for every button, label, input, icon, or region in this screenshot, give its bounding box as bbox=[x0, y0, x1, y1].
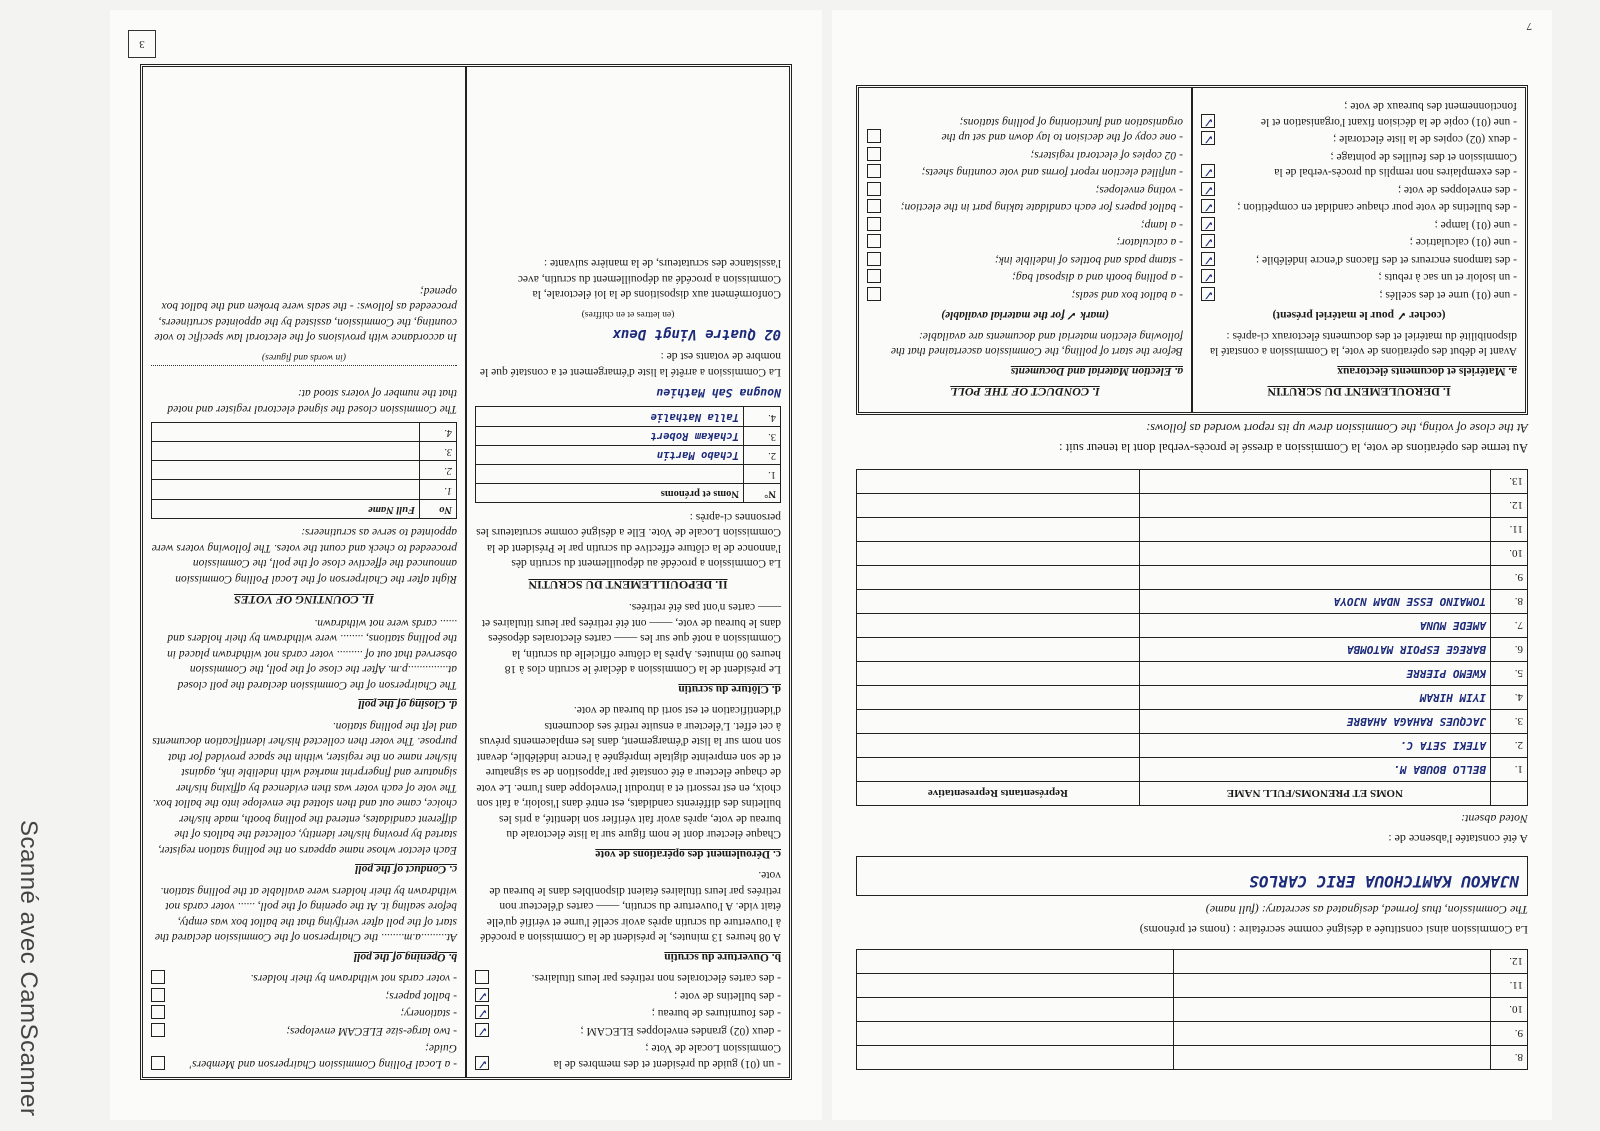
en-counting-intro: Right after the Chairperson of the Local Polling Commission announced the effective close of the poll, the Commission proceeded to check and count the votes. The following voters were appointed to serve as scrutineers: bbox=[151, 526, 457, 585]
fr-counting-method: Conformément aux dispositions de la loi électorale, la Commission a procédé au dépouillement du scrutin, avec l'assistance des scrutateurs, de la manière suivante : bbox=[517, 257, 781, 301]
report-intro-en: At the close of voting, the Commission drew up its report worded as follows: bbox=[1146, 421, 1528, 435]
checkbox[interactable] bbox=[867, 217, 881, 231]
fr-voters-text: La Commission a arrêté la liste d'émargement et a constaté que le nombre de votants est de : bbox=[479, 350, 781, 378]
checklist-item: - un (01) guide du président et des membres de la Commission Locale de Vote ; ✓ bbox=[475, 1040, 781, 1071]
en-closing-text: The Chairperson of the Commission declared the poll closed at..............p.m. After the close of the poll, the Commission observed that out of ......... voter cards not withdrawn placed in the polling stations, ........ were withdrawn by their holders and ...... cards were not withdrawn. bbox=[167, 616, 457, 691]
col-header: No bbox=[420, 499, 457, 518]
camscanner-watermark: Scanné avec CamScanner bbox=[15, 820, 42, 1117]
checkbox[interactable] bbox=[1201, 199, 1215, 213]
fr-counting-intro: La Commission a procédé au dépouillement du scrutin dès l'annonce de la clôture effective du scrutin par le Président de la Commission Locale de Vote. Elle a désigné comme scrutateurs les personnes ci-après : bbox=[476, 510, 781, 570]
absence-label-fr: A été constatée l'absence de : bbox=[1388, 832, 1528, 846]
checklist-item: - deux (02) grandes enveloppes ELECAM ; ✓ bbox=[475, 1022, 781, 1038]
checklist-item: - a Local Polling Commission Chairperson and Members' Guide; bbox=[151, 1040, 457, 1071]
en-conduct-title: I. CONDUCT OF THE POLL bbox=[950, 385, 1100, 399]
checkbox[interactable] bbox=[1201, 217, 1215, 231]
table-row: 11. bbox=[857, 518, 1528, 542]
en-counting-method: In accordance with provisions of the electoral law specific to vote counting, the Commission, assisted by the appointed scrutineers, proceeded as follows: - the seals were broken and the ballot box opened; bbox=[154, 284, 457, 344]
checkbox[interactable] bbox=[867, 234, 881, 248]
table-row: 6. BAREGE ESPOIR MATOMBA bbox=[857, 638, 1528, 662]
checkbox[interactable] bbox=[475, 1023, 489, 1037]
fr-material-list bbox=[1201, 98, 1517, 302]
fr-opening-items bbox=[475, 970, 781, 1071]
col-header: N° bbox=[744, 484, 781, 503]
fr-material-title: a. Matériels et documents électoraux bbox=[1337, 364, 1517, 377]
table-row: 8. bbox=[857, 1046, 1528, 1070]
en-voters-note: (in words and figures) bbox=[262, 351, 347, 362]
table-row: 3. bbox=[152, 442, 457, 461]
checkbox[interactable] bbox=[1201, 164, 1215, 178]
table-row: 10. bbox=[857, 998, 1528, 1022]
left-page-frame bbox=[140, 64, 792, 1080]
english-column bbox=[859, 88, 1193, 412]
fr-conduct-title: I. DEROULEMENT DU SCRUTIN bbox=[1267, 385, 1451, 399]
checkbox[interactable] bbox=[1201, 287, 1215, 301]
en-material-title: a. Election Material and Documents bbox=[1010, 364, 1183, 377]
table-row: 4. IYIM HIRAM bbox=[857, 686, 1528, 710]
checklist-item: - voter cards not withdrawn by their holders. bbox=[151, 970, 457, 986]
checklist-item: - a polling booth and a disposal bag; bbox=[867, 269, 1183, 285]
checkbox[interactable] bbox=[151, 970, 165, 984]
fr-material-hint: (cocher ✓ pour le matériel présent) bbox=[1272, 309, 1446, 322]
checklist-item: - a ballot box and seals; bbox=[867, 286, 1183, 302]
checklist-item: - deux (02) copies de la liste électorale ; ✓ bbox=[1201, 131, 1517, 147]
checkbox[interactable] bbox=[475, 970, 489, 984]
table-row: 11. bbox=[857, 974, 1528, 998]
french-column bbox=[1193, 88, 1525, 412]
checkbox[interactable] bbox=[151, 988, 165, 1002]
en-opening-items bbox=[151, 970, 457, 1071]
table-row: 10. bbox=[857, 542, 1528, 566]
english-column bbox=[143, 67, 467, 1077]
en-material-list bbox=[867, 113, 1183, 302]
checklist-item: - one copy of the decision to lay down and set up the organisation and functioning of polling stations; bbox=[867, 113, 1183, 144]
fr-material-text: Avant le début des opérations de vote, la Commission a constaté la disponibilité du matériel et des documents électoraux ci-après : bbox=[1209, 329, 1517, 358]
table-header-row bbox=[857, 782, 1528, 806]
page-7 bbox=[832, 10, 1552, 1120]
checklist-item: - des tampons encreurs et des flacons d'encre indélébile ; ✓ bbox=[1201, 251, 1517, 267]
checkbox[interactable] bbox=[475, 1005, 489, 1019]
checklist-item: - ballot papers; bbox=[151, 987, 457, 1003]
checklist-item: - des fournitures de bureau ; ✓ bbox=[475, 1005, 781, 1021]
en-material-text: Before the start of polling, the Commission ascertained that the following election material and documents are available: bbox=[890, 329, 1183, 358]
en-opening-text: At.........a.m........ the Chairperson of the Commission declared the start of the poll after verifying that the ballot box was empty, before sealing it. At the opening of the poll, ...... voter cards not withdrawn by their holders were available at the polling station. bbox=[154, 884, 457, 944]
french-column bbox=[467, 67, 789, 1077]
checklist-item: - une (01) urne et des scellés ; ✓ bbox=[1201, 286, 1517, 302]
en-voters-text: The Commission closed the signed electoral register and noted that the number of voters stood at: bbox=[167, 387, 457, 415]
table-row: 7. AMEDE MUNA bbox=[857, 614, 1528, 638]
checkbox[interactable] bbox=[1201, 252, 1215, 266]
table-row: 2. ATEKI SETA C. bbox=[857, 734, 1528, 758]
col-header: Noms et prénoms bbox=[476, 484, 744, 503]
checklist-item: - une (01) lampe ; ✓ bbox=[1201, 216, 1517, 232]
checklist-item: - des bulletins de vote ; ✓ bbox=[475, 987, 781, 1003]
checklist-item: - une (01) copie de la décision fixant l'organisation et le fonctionnement des bureaux de vote ; ✓ bbox=[1201, 98, 1517, 129]
checklist-item: - 02 copies of electoral registers; bbox=[867, 146, 1183, 162]
table-row: 13. bbox=[857, 470, 1528, 494]
checklist-item: - des exemplaires non remplis du procès-verbal de la Commission et des feuilles de pointage ; ✓ bbox=[1201, 148, 1517, 179]
checklist-item: - voting envelopes; bbox=[867, 181, 1183, 197]
table-row: 2. bbox=[152, 461, 457, 480]
en-scrutineers-table bbox=[151, 422, 457, 519]
voters-count-line[interactable] bbox=[151, 365, 457, 380]
checklist-item: - two large-size ELECAM envelopes; bbox=[151, 1022, 457, 1038]
fr-closing-text: Le président de la Commission a déclaré le scrutin clos à 18 heures 00 minutes. Après la clôture officielle du scrutin, la Commission a noté que sur les —— cartes électorales déposées dans le bureau de vote, —— ont été retirées par leurs titulaires et —— cartes n'ont pas été retirées. bbox=[481, 601, 781, 676]
en-conduct-text: Each elector whose name appears on the polling station register, started by proving his/her identity, collected the ballots of the different candidates, entered the polling booth, made his/her choice, came out and then slotted the envelope into the ballot box. The vote of each voter was then evidenced by affixing his/her signature and fingerprint marked with indelible ink, against his/her name on the register, within the space provided for that purpose. The voter then collected his/her identification documents and left the polling station. bbox=[152, 719, 457, 856]
checkbox[interactable] bbox=[151, 1005, 165, 1019]
checklist-item: - des cartes électorales non retirées par leurs titulaires. bbox=[475, 970, 781, 986]
secretary-name-field[interactable]: NJAKOU KAMTCHOUA ERIC CARLOS bbox=[856, 856, 1528, 896]
fr-opening-title: b. Ouverture du scrutin bbox=[664, 950, 781, 963]
checkbox[interactable] bbox=[1201, 114, 1215, 128]
table-row: 12. bbox=[857, 950, 1528, 974]
page-3 bbox=[110, 10, 822, 1120]
absent-members-table bbox=[856, 469, 1528, 806]
secretary-label-fr: La Commission ainsi constituée a désigné comme secrétaire : (noms et prénoms) bbox=[1139, 923, 1528, 937]
table-row: 2. Tchabo Martin bbox=[476, 445, 781, 464]
en-material-hint: (mark ✓ for the material available) bbox=[941, 309, 1109, 322]
checkbox[interactable] bbox=[1201, 131, 1215, 145]
checklist-item: - des enveloppes de vote ; ✓ bbox=[1201, 181, 1517, 197]
col-header: NOMS ET PRENOMS/FULL NAME bbox=[1139, 782, 1490, 806]
checklist-item: - a lamp; bbox=[867, 216, 1183, 232]
checklist-item: - stamp pads and bottles of indelible ink; bbox=[867, 251, 1183, 267]
checklist-item: - un isoloir et un sac à rebuts ; ✓ bbox=[1201, 269, 1517, 285]
checklist-item: - ballot papers for each candidate taking part in the election; bbox=[867, 199, 1183, 215]
checkbox[interactable] bbox=[867, 252, 881, 266]
checklist-item: - stationery; bbox=[151, 1005, 457, 1021]
en-counting-title: II. COUNTING OF VOTES bbox=[234, 593, 374, 608]
en-opening-title: b. Opening of the poll bbox=[353, 950, 457, 963]
table-row: 1. BELLO BOUBA M. bbox=[857, 758, 1528, 782]
checkbox[interactable] bbox=[1201, 182, 1215, 196]
page-number: 3 bbox=[128, 30, 156, 58]
table-row: 1. bbox=[152, 480, 457, 499]
table-row: 4. Talla Nathalie bbox=[476, 407, 781, 426]
en-closing-title: d. Closing of the poll bbox=[358, 698, 457, 711]
en-conduct-title: c. Conduct of the poll bbox=[355, 863, 457, 876]
checklist-item: - une (01) calculatrice ; ✓ bbox=[1201, 234, 1517, 250]
checkbox[interactable] bbox=[867, 199, 881, 213]
checkbox[interactable] bbox=[1201, 234, 1215, 248]
fr-closing-title: d. Clôture du scrutin bbox=[678, 682, 781, 695]
checkbox[interactable] bbox=[867, 287, 881, 301]
checkbox[interactable] bbox=[867, 147, 881, 161]
report-intro-fr: Au terme des opérations de vote, la Commission a dressé le procès-verbal dont la teneur suit : bbox=[1059, 441, 1528, 455]
table-row: 8. TOMAINO ESSE NDAM NJOYA bbox=[857, 590, 1528, 614]
checkbox[interactable] bbox=[867, 269, 881, 283]
page-number: 7 bbox=[1526, 20, 1532, 32]
checkbox[interactable] bbox=[475, 988, 489, 1002]
checkbox[interactable] bbox=[475, 1056, 489, 1070]
table-row: 9. bbox=[857, 1022, 1528, 1046]
checkbox[interactable] bbox=[867, 182, 881, 196]
table-row: 3. Tchakam Robert bbox=[476, 426, 781, 445]
fr-conduct-text: Chaque électeur dont le nom figure sur la liste électorale du bureau de vote, après avoir fait vérifier son identité, a pris les bulletins des différents candidats, est entré dans l'isoloir, a fait son choix, en est ressorti et a introduit l'enveloppe dans l'urne. Le vote de chaque électeur a été constaté par l'apposition de sa signature et de son empreinte digitale imprégnée à l'encre indélébile, devant son nom sur la liste d'émargement, dans les emplacements prévus à cet effet. L'électeur a ensuite retiré ses documents d'identification et est sorti du bureau de vote. bbox=[476, 704, 781, 841]
table-row: 1. bbox=[476, 464, 781, 483]
table-row: 5. KWEMO PIERRE bbox=[857, 662, 1528, 686]
fr-voters-note: (en lettres et en chiffres) bbox=[581, 309, 675, 320]
col-header: Représentants Representative bbox=[857, 782, 1140, 806]
checklist-item: - a calculator; bbox=[867, 234, 1183, 250]
checklist-item: - unfilled election report forms and vote counting sheets; bbox=[867, 164, 1183, 180]
fr-counting-title: II. DEPOUILLEMENT DU SCRUTIN bbox=[528, 577, 728, 592]
fr-opening-text: A 08 heures 13 minutes, le président de la Commission a procédé à l'ouverture du scrutin après avoir scellé l'urne et vérifié qu'elle était vide. A l'ouverture du scrutin, —— cartes d'électeur non retirées par leurs titulaires étaient disponibles dans le bureau de vote. bbox=[480, 869, 781, 944]
conduct-frame bbox=[856, 85, 1528, 415]
fr-conduct-title: c. Déroulement des opérations de vote bbox=[595, 847, 781, 860]
table-row: 3. JACQUES RAHAGA AHABRE bbox=[857, 710, 1528, 734]
col-header: Full Name bbox=[152, 499, 420, 518]
members-continuation-table bbox=[856, 949, 1528, 1070]
checkbox[interactable] bbox=[867, 164, 881, 178]
table-row: 9. bbox=[857, 566, 1528, 590]
fr-scrutineers-table bbox=[475, 406, 781, 503]
checklist-item: - des bulletins de vote pour chaque candidat en compétition ; ✓ bbox=[1201, 199, 1517, 215]
absence-label-en: Noted absent: bbox=[1461, 812, 1528, 826]
voters-count-handwriting[interactable]: 02 Quatre Vingt Deux bbox=[612, 325, 781, 342]
secretary-label-en: The Commission, thus formed, designated as secretary: (full name) bbox=[1205, 903, 1528, 917]
checkbox[interactable] bbox=[867, 129, 881, 143]
checkbox[interactable] bbox=[151, 1056, 165, 1070]
checkbox[interactable] bbox=[151, 1023, 165, 1037]
table-row: 12. bbox=[857, 494, 1528, 518]
table-row: 4. bbox=[152, 422, 457, 441]
checkbox[interactable] bbox=[1201, 269, 1215, 283]
extra-scrutineer-handwriting: Nougna Sah Mathieu bbox=[656, 386, 781, 401]
